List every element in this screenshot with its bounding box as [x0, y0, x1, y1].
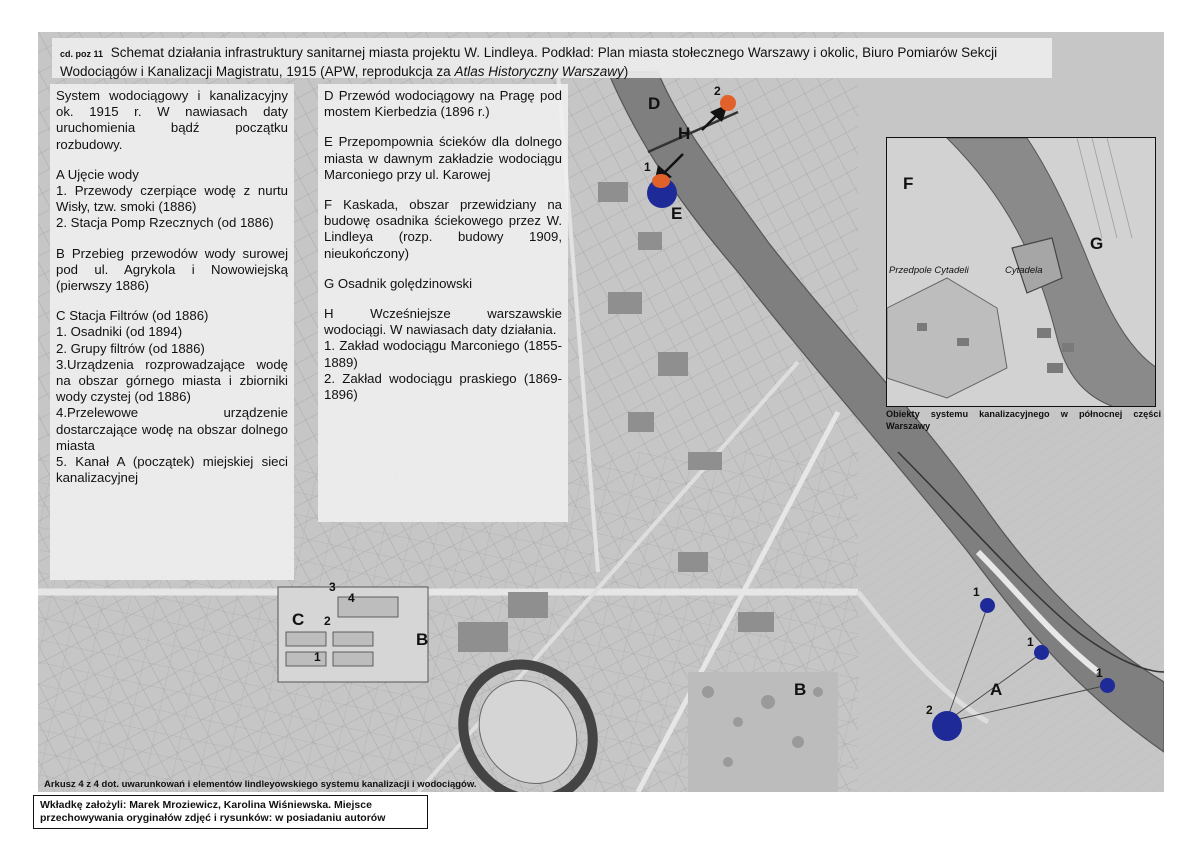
legend-a-item: 2. Stacja Pomp Rzecznych (od 1886)	[56, 215, 274, 231]
intake-marker-1	[980, 598, 995, 613]
title-italic: Atlas Historyczny Warszawy	[454, 64, 624, 79]
map-number-c3: 3	[329, 580, 336, 594]
map-number-c4: 4	[348, 591, 355, 605]
map-number-a1-3: 1	[1096, 666, 1103, 680]
map-number-a2: 2	[926, 703, 933, 717]
map-title	[52, 38, 1052, 78]
inset-label-f: F	[903, 174, 914, 193]
legend-e: E Przepompownia ścieków dla dolnego miasta w dawnym zakładzie wodociągu Marconiego przy ul. Karowej	[324, 134, 562, 182]
sheet-note: Arkusz 4 z 4 dot. uwarunkowań i elementów lindleyowskiego systemu kanalizacji i wodociągów.	[44, 779, 477, 790]
legend-f: F Kaskada, obszar przewidziany na budowę osadnika ściekowego przez W. Lindleya (rozp. budowy 1909, nieukończony)	[324, 197, 562, 261]
intake-marker-2	[1034, 645, 1049, 660]
map-label-b-west: B	[416, 630, 429, 649]
map-label-d: D	[648, 94, 661, 113]
legend-c-item: 2. Grupy filtrów (od 1886)	[56, 340, 205, 356]
legend-c-item: 4.Przelewowe urządzenie dostarczające wodę na obszar dolnego miasta	[56, 405, 288, 453]
inset-label-przedpole: Przedpole Cytadeli	[889, 265, 969, 276]
legend-c-item: 1. Osadniki (od 1894)	[56, 324, 183, 340]
legend-right	[318, 84, 568, 522]
legend-a-title: A Ujęcie wody	[56, 166, 139, 182]
map-number-praga: 2	[714, 84, 721, 98]
legend-h-title: H Wcześniejsze warszawskie wodociągi. W nawiasach daty działania.	[324, 306, 562, 338]
title-end: )	[623, 64, 629, 79]
map-label-e: E	[671, 204, 683, 223]
legend-group-a	[56, 167, 288, 232]
legend-intro: System wodociągowy i kanalizacyjny ok. 1915 r. W nawiasach daty uruchomienia bądź początku rozbudowy.	[56, 88, 288, 152]
inset-label-cytadela: Cytadela	[1005, 265, 1043, 276]
legend-group-c	[56, 308, 288, 486]
inset-caption: Obiekty systemu kanalizacyjnego w północnej części Warszawy	[886, 409, 1161, 431]
marconi-waterworks-marker	[652, 174, 670, 188]
base-map	[38, 32, 1164, 792]
legend-c-item: 5. Kanał A (początek) miejskiej sieci kanalizacyjnej	[56, 454, 288, 486]
legend-left	[50, 84, 294, 580]
intake-marker-3	[1100, 678, 1115, 693]
legend-d: D Przewód wodociągowy na Pragę pod mostem Kierbedzia (1896 r.)	[324, 88, 562, 120]
inset-map	[886, 137, 1156, 407]
map-label-b-east: B	[794, 680, 807, 699]
legend-h-item: 2. Zakład wodociągu praskiego (1869-1896)	[324, 370, 562, 403]
river-pump-station-marker	[932, 711, 962, 741]
praga-waterworks-marker	[720, 95, 736, 111]
map-number-a1-2: 1	[1027, 635, 1034, 649]
map-number-a1-1: 1	[973, 585, 980, 599]
title-text: Schemat działania infrastruktury sanitarnej miasta projektu W. Lindleya. Podkład: Plan miasta stołecznego Warszawy i okolic, Biuro Pomiarów Sekcji Wodociągów i Kanalizacji Magistratu, 1915 (APW, reprodukcja za	[60, 45, 998, 79]
map-label-h: H	[678, 124, 691, 143]
figure-number: cd. poz 11	[60, 49, 104, 59]
map-number-c2: 2	[324, 614, 331, 628]
inset-label-g: G	[1090, 234, 1104, 253]
legend-c-title: C Stacja Filtrów (od 1886)	[56, 308, 209, 324]
legend-h-item: 1. Zakład wodociągu Marconiego (1855-1889)	[324, 338, 562, 370]
legend-a-item: 1. Przewody czerpiące wodę z nurtu Wisły, tzw. smoki (1886)	[56, 183, 288, 215]
map-number-c1: 1	[314, 650, 321, 664]
credit-box: Wkładkę założyli: Marek Mroziewicz, Karolina Wiśniewska. Miejsce przechowywania oryginałów zdjęć i rysunków: w posiadaniu autorów	[33, 795, 428, 829]
legend-group-b: B Przebieg przewodów wody surowej pod ul. Agrykola i Nowowiejską (pierwszy 1886)	[56, 245, 288, 294]
legend-g: G Osadnik golędzinowski	[324, 275, 473, 291]
map-label-c: C	[292, 610, 305, 629]
map-number-marconi: 1	[644, 160, 651, 174]
legend-c-item: 3.Urządzenia rozprowadzające wodę na obszar górnego miasta i zbiorniki wody czystej (od 1886)	[56, 356, 288, 405]
legend-group-h	[324, 306, 562, 403]
map-label-a: A	[990, 680, 1003, 699]
